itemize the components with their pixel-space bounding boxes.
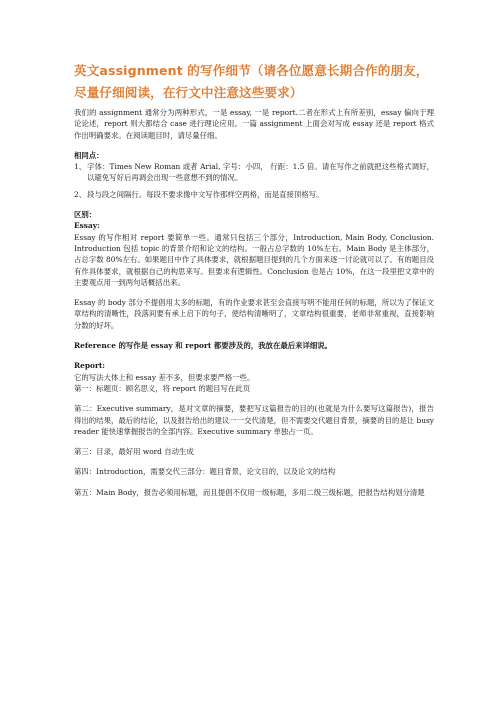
similar-item-1-index: 1、 (74, 162, 87, 172)
similar-item-2-index: 2、 (74, 189, 87, 199)
report-item-1: 第一：标题页：顾名思义，将 report 的题目写在此页 (74, 383, 251, 393)
document-page (74, 60, 434, 498)
diff-heading: 区别： (74, 210, 97, 220)
report-item-2: 第二：Executive summary，是对文章的摘要，要把写这篇报告的目的(也就是为什么要写这篇报告)，报告得出的结果，最后的结论，以及报告给出的建议一一交代清楚，但不需要交代题目背景，摘要的目的是让 busy reader 能快速掌握报告的全部内容。Executive summary 单独占一页。 (74, 404, 434, 436)
reference-note: Reference 的写作是 essay 和 report 都要涉及的，我放在最后来详细说。 (74, 341, 333, 351)
report-label: Report: (74, 361, 105, 371)
essay-paragraph-1: Essay 的写作相对 report 要简单一些。通常只包括三个部分，Introduction, Main Body, Conclusion. Introduction 包括 topic 的背景介绍和论文的结构。一般占总字数的 10%左右。Main Body 是主体部分，占总字数 80%左右。如果题目中作了具体要求，就根据题目提到的几个方面来逐一讨论就可以了。有的题目没有作具体要求，就根据自己的构思来写。但要求有逻辑性。Conclusion 也是占 10%，在这一段里把文章中的主要观点用一到两句话概括出来。 (74, 232, 434, 287)
report-intro: 它的写法大体上和 essay 差不多，但要求要严格一些。 (74, 372, 255, 382)
essay-label: Essay: (74, 221, 100, 231)
similar-heading: 相同点： (74, 150, 104, 160)
similar-item-2 (74, 189, 434, 200)
essay-paragraph-2: Essay 的 body 部分不提倡用太多的标题，有的作业要求甚至会直接写明不能用任何的标题，所以为了保证文章结构的清晰性，段落间要有承上启下的句子，使结构清晰明了，文章结构很重要，老师非常重视，直接影响分数的好坏。 (74, 298, 434, 330)
intro-paragraph: 我们的 assignment 通常分为两种形式，一是 essay, 一是 report.二者在形式上有所差别，essay 偏向于理论论述，report 则大都结合 case 进行理论应用。一篇 assignment 上面会对写成 essay 还是 report 格式作出明确要求。在阅读题目时，请尽量仔细。 (74, 108, 434, 140)
report-item-5: 第五：Main Body，报告必须用标题，而且提倡不仅用一级标题，多用二级三级标题，把报告结构划分清楚 (74, 487, 425, 497)
report-item-3: 第三：目录，最好用 word 自动生成 (74, 447, 194, 457)
similar-item-1-text: 字体：Times New Roman 或者 Arial, 字号：小四， 行距：1.5 倍。请在写作之前就把这些格式调好，以避免写好后再调会出现一些意想不到的情况。 (87, 162, 434, 183)
report-item-4: 第四：Introduction，需要交代三部分：题目背景，论文目的，以及论文的结构 (74, 467, 336, 477)
document-title: 英文assignment 的写作细节（请各位愿意长期合作的朋友，尽量仔细阅读，在行文中注意这些要求） (74, 63, 429, 100)
similar-item-1 (74, 161, 434, 184)
similar-item-2-text: 段与段之间隔行。每段不要求像中文写作那样空两格，而是直接顶格写。 (87, 189, 324, 199)
